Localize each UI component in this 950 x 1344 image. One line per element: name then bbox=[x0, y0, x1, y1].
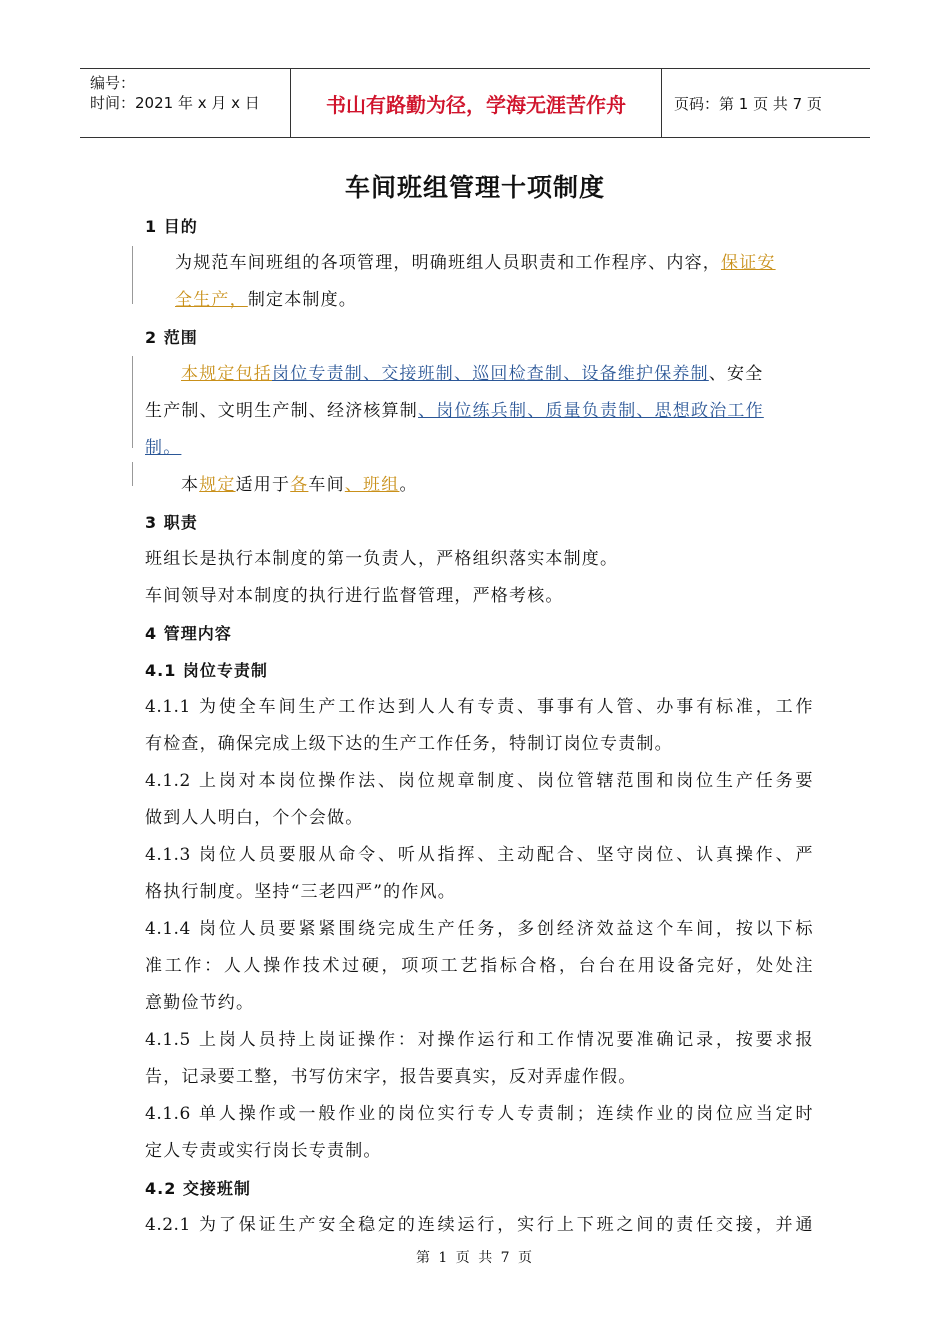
tracked-text: 规定 bbox=[199, 475, 236, 495]
text-run: 、安全 bbox=[708, 364, 764, 384]
paragraph-line: 格执行制度。坚持“三老四严”的作风。 bbox=[145, 882, 456, 902]
section-heading: 3 职责 bbox=[145, 513, 198, 532]
paragraph-line: 4.1.4 岗位人员要紧紧围绕完成生产任务，多创经济效益这个车间，按以下标 bbox=[145, 919, 813, 939]
motto: 书山有路勤为径，学海无涯苦作舟 bbox=[291, 69, 662, 137]
time-label: 时间：2021 年 x 月 x 日 bbox=[90, 94, 260, 112]
page-header bbox=[80, 68, 870, 138]
text-run: 制定本制度。 bbox=[247, 290, 358, 310]
tracked-text: 、岗位练兵制、质量负责制、思想政治工作 bbox=[418, 401, 764, 421]
change-bar bbox=[132, 462, 133, 486]
text-run: 本 bbox=[181, 475, 200, 495]
tracked-text: 全生产， bbox=[175, 290, 248, 310]
document-title: 车间班组管理十项制度 bbox=[344, 173, 605, 202]
tracked-text: 本规定包括 bbox=[181, 364, 272, 384]
text-run: 。 bbox=[399, 475, 418, 495]
paragraph-line: 班组长是执行本制度的第一负责人，严格组织落实本制度。 bbox=[145, 549, 619, 569]
paragraph-line bbox=[145, 356, 813, 393]
change-bar bbox=[132, 246, 133, 304]
paragraph-line: 4.1.1 为使全车间生产工作达到人人有专责、事事有人管、办事有标准，工作 bbox=[145, 697, 813, 717]
page-info: 页码：第 1 页 共 7 页 bbox=[674, 94, 822, 113]
paragraph-line: 准工作：人人操作技术过硬，项项工艺指标合格，台台在用设备完好，处处注 bbox=[145, 956, 813, 976]
text-run: 车间 bbox=[308, 475, 345, 495]
document-body bbox=[145, 208, 813, 1244]
tracked-text: 制。 bbox=[145, 438, 182, 458]
paragraph-line: 意勤俭节约。 bbox=[145, 993, 255, 1013]
paragraph-line: 定人专责或实行岗长专责制。 bbox=[145, 1141, 382, 1161]
paragraph-line bbox=[145, 430, 813, 467]
text-run: 适用于 bbox=[235, 475, 291, 495]
change-bar bbox=[132, 356, 133, 448]
paragraph-line bbox=[145, 393, 813, 430]
tracked-text: 岗位专责制、交接班制、巡回检查制、设备维护保养制 bbox=[272, 364, 709, 384]
text-run: 为规范车间班组的各项管理，明确班组人员职责和工作程序、内容， bbox=[175, 253, 721, 273]
paragraph-line: 4.1.2 上岗对本岗位操作法、岗位规章制度、岗位管辖范围和岗位生产任务要 bbox=[145, 771, 813, 791]
section-heading: 1 目的 bbox=[145, 217, 198, 236]
paragraph-line: 4.1.5 上岗人员持上岗证操作：对操作运行和工作情况要准确记录，按要求报 bbox=[145, 1030, 813, 1050]
paragraph-line bbox=[145, 282, 813, 319]
section-heading: 4 管理内容 bbox=[145, 624, 232, 643]
subsection-heading: 4.2 交接班制 bbox=[145, 1179, 251, 1198]
paragraph-line bbox=[145, 467, 813, 504]
tracked-text: 保证安 bbox=[721, 253, 776, 273]
header-left-cell bbox=[80, 69, 291, 137]
section-heading: 2 范围 bbox=[145, 328, 198, 347]
paragraph-line bbox=[145, 245, 813, 282]
paragraph-line: 做到人人明白，个个会做。 bbox=[145, 808, 364, 828]
paragraph-line: 4.1.3 岗位人员要服从命令、听从指挥、主动配合、坚守岗位、认真操作、严 bbox=[145, 845, 813, 865]
subsection-heading: 4.1 岗位专责制 bbox=[145, 661, 268, 680]
page-footer: 第 1 页 共 7 页 bbox=[415, 1250, 535, 1266]
tracked-text: 、班组 bbox=[344, 475, 400, 495]
paragraph-line: 4.1.6 单人操作或一般作业的岗位实行专人专责制；连续作业的岗位应当定时 bbox=[145, 1104, 813, 1124]
tracked-text: 各 bbox=[290, 475, 309, 495]
paragraph-line: 告，记录要工整，书写仿宋字，报告要真实，反对弄虚作假。 bbox=[145, 1067, 637, 1087]
text-run: 生产制、文明生产制、经济核算制 bbox=[145, 401, 418, 421]
paragraph-line: 4.2.1 为了保证生产安全稳定的连续运行，实行上下班之间的责任交接，并通 bbox=[145, 1215, 813, 1235]
number-label: 编号： bbox=[90, 74, 136, 92]
paragraph-line: 车间领导对本制度的执行进行监督管理，严格考核。 bbox=[145, 586, 564, 606]
paragraph-line: 有检查，确保完成上级下达的生产工作任务，特制订岗位专责制。 bbox=[145, 734, 673, 754]
